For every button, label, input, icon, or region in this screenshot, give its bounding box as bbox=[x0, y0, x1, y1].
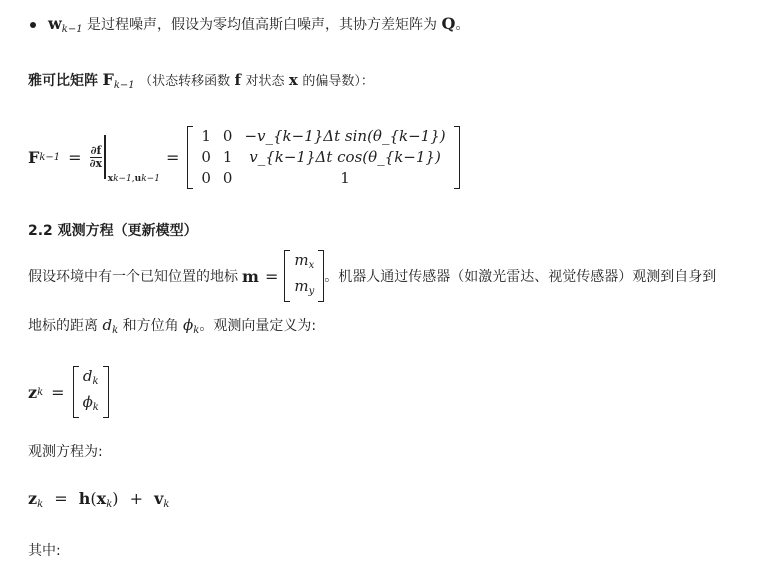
matrix-cell: 0 bbox=[201, 168, 211, 187]
landmark-vector-body bbox=[288, 250, 320, 302]
x-subscript: k bbox=[106, 499, 113, 510]
z-subscript: k bbox=[37, 386, 44, 398]
d-symbol: d bbox=[102, 316, 113, 334]
jacobian-title: 雅可比矩阵 bbox=[28, 73, 98, 89]
vector-bracket-left bbox=[284, 250, 290, 302]
equals-sign-3: = bbox=[264, 266, 279, 286]
d-subscript: k bbox=[112, 325, 119, 336]
frac-denominator: ∂x bbox=[89, 156, 103, 170]
phi-symbol: ϕ bbox=[183, 316, 194, 334]
observation-label: 观测方程为: bbox=[28, 444, 103, 460]
observation-vector bbox=[73, 366, 109, 418]
equals-sign-5: = bbox=[54, 489, 68, 508]
vector-bracket-left bbox=[73, 366, 79, 418]
phi-subscript: k bbox=[193, 325, 200, 336]
jacobian-matrix-body bbox=[195, 126, 451, 189]
vector-bracket-right bbox=[103, 366, 109, 418]
jacobian-equation bbox=[28, 122, 460, 192]
matrix-cell: 1 bbox=[222, 147, 233, 166]
matrix-row bbox=[195, 168, 451, 189]
evaluation-bar bbox=[104, 135, 106, 179]
jacobian-desc-3: 的偏导数）： bbox=[302, 74, 374, 89]
jacobian-matrix bbox=[187, 126, 459, 189]
F-lhs-sub: k−1 bbox=[39, 151, 61, 163]
bullet-dot bbox=[30, 22, 36, 28]
landmark-text-4: 和方位角 bbox=[122, 318, 179, 334]
matrix-row bbox=[195, 147, 451, 168]
vector-cell-my: $m_y$ bbox=[294, 277, 315, 297]
landmark-text-5: 。观测向量定义为: bbox=[199, 318, 317, 334]
matrix-cell: v_{k−1}Δt cos(θ_{k−1}) bbox=[249, 147, 441, 166]
landmark-text-2: 。机器人通过传感器（如激光雷达、视觉传感器）观测到自身到 bbox=[324, 269, 717, 285]
vector-cell-mx: $m_x$ bbox=[294, 251, 315, 271]
paren-close: ) bbox=[112, 489, 119, 508]
process-noise-text: 是过程噪声，假设为零均值高斯白噪声，其协方差矩阵为 bbox=[87, 17, 438, 33]
observation-vector-equation bbox=[28, 368, 109, 416]
v-subscript: k bbox=[163, 499, 170, 510]
v-symbol: v bbox=[154, 489, 164, 508]
plus-sign: + bbox=[129, 489, 143, 508]
equals-sign-2: = bbox=[165, 147, 180, 167]
f-symbol: f bbox=[234, 71, 241, 89]
F-symbol: F bbox=[102, 70, 114, 89]
vector-cell-phi: $\phi_k$ bbox=[82, 393, 99, 413]
bullet-end: 。 bbox=[455, 17, 470, 33]
matrix-row bbox=[195, 126, 451, 147]
landmark-line-2 bbox=[28, 315, 316, 336]
z-symbol: z bbox=[28, 489, 38, 508]
landmark-line-1 bbox=[28, 252, 716, 300]
landmark-vector bbox=[284, 250, 324, 302]
matrix-cell: 1 bbox=[201, 126, 211, 145]
matrix-bracket-left bbox=[187, 126, 193, 189]
matrix-cell: 1 bbox=[340, 168, 350, 187]
F-subscript: k−1 bbox=[113, 80, 135, 91]
x-symbol: x bbox=[288, 71, 298, 89]
jacobian-desc-2: 对状态 bbox=[245, 74, 285, 89]
jacobian-desc-1: （状态转移函数 bbox=[139, 74, 231, 89]
partial-fraction bbox=[90, 145, 103, 170]
m-symbol: m bbox=[242, 266, 259, 286]
Q-symbol: Q bbox=[441, 14, 456, 33]
landmark-text-3: 地标的距离 bbox=[28, 318, 98, 334]
evaluation-point: xk−1,uk−1 bbox=[107, 174, 160, 184]
matrix-bracket-right bbox=[454, 126, 460, 189]
paren-open: ( bbox=[90, 489, 97, 508]
matrix-cell: 0 bbox=[222, 126, 233, 145]
matrix-cell: −v_{k−1}Δt sin(θ_{k−1}) bbox=[244, 126, 446, 145]
w-subscript: k−1 bbox=[61, 24, 83, 35]
w-symbol: w bbox=[48, 14, 62, 33]
observation-equation bbox=[28, 489, 169, 510]
observation-vector-body bbox=[77, 366, 105, 418]
F-lhs: F bbox=[28, 147, 40, 167]
jacobian-heading bbox=[28, 70, 374, 91]
process-noise-bullet bbox=[30, 14, 469, 35]
z-subscript: k bbox=[37, 499, 44, 510]
frac-numerator: ∂f bbox=[90, 143, 102, 157]
vector-cell-d: $d_k$ bbox=[82, 367, 99, 387]
z-symbol: z bbox=[28, 382, 38, 402]
vector-bracket-right bbox=[318, 250, 324, 302]
section-heading: 2.2 观测方程（更新模型） bbox=[28, 223, 198, 239]
landmark-text-1: 假设环境中有一个已知位置的地标 bbox=[28, 269, 238, 285]
equals-sign-1: = bbox=[68, 147, 82, 167]
equals-sign-4: = bbox=[51, 382, 65, 402]
x-symbol: x bbox=[96, 489, 107, 508]
h-symbol: h bbox=[78, 489, 91, 508]
matrix-cell: 0 bbox=[201, 147, 211, 166]
matrix-cell: 0 bbox=[222, 168, 233, 187]
where-label: 其中: bbox=[28, 543, 61, 559]
